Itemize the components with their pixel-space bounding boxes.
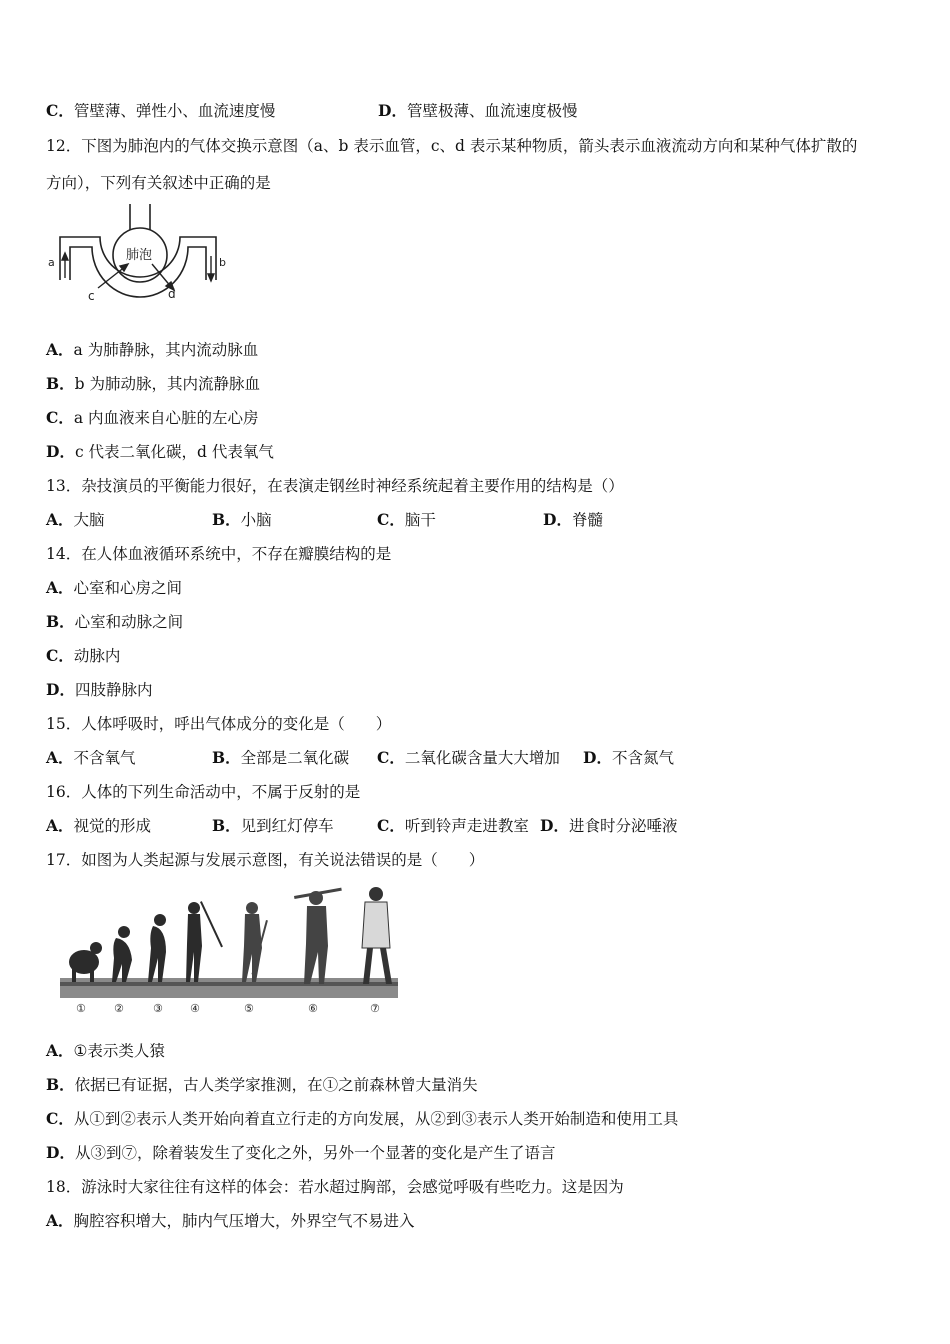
q14-option-b: B．心室和动脉之间 [46, 612, 184, 631]
q14-stem: 14．在人体血液循环系统中，不存在瓣膜结构的是 [46, 545, 392, 563]
evolution-marker-7: ⑦ [370, 1002, 380, 1015]
q14-option-d: D．四肢静脉内 [46, 680, 153, 699]
evolution-marker-6: ⑥ [308, 1002, 318, 1015]
q11-option-d: D．管壁极薄、血流速度极慢 [378, 101, 578, 120]
q15-option-a: A．不含氧气 [46, 748, 136, 767]
q17-option-c: C．从①到②表示人类开始向着直立行走的方向发展，从②到③表示人类开始制造和使用工具 [46, 1109, 679, 1128]
q12-option-a: A．a 为肺静脉，其内流动脉血 [46, 340, 259, 359]
q17-option-b: B．依据已有证据，古人类学家推测，在①之前森林曾大量消失 [46, 1075, 478, 1094]
q17-option-a: A．①表示类人猿 [46, 1041, 165, 1060]
vessel-b-label: b [219, 256, 226, 269]
substance-d-label: d [168, 287, 176, 301]
q16-option-d: D．进食时分泌唾液 [540, 816, 678, 835]
q12-option-b: B．b 为肺动脉，其内流静脉血 [46, 374, 260, 393]
q17-stem: 17．如图为人类起源与发展示意图，有关说法错误的是（ ） [46, 851, 485, 869]
q15-stem: 15．人体呼吸时，呼出气体成分的变化是（ ） [46, 715, 392, 733]
q12-option-d: D．c 代表二氧化碳，d 代表氧气 [46, 442, 274, 461]
evolution-marker-5: ⑤ [244, 1002, 254, 1015]
q17-option-d: D．从③到⑦，除着装发生了变化之外，另外一个显著的变化是产生了语言 [46, 1143, 556, 1162]
q13-option-a: A．大脑 [46, 510, 105, 529]
q16-option-a: A．视觉的形成 [46, 816, 152, 835]
q15-option-d: D．不含氮气 [583, 748, 674, 767]
evolution-marker-3: ③ [153, 1002, 163, 1015]
q12-stem-line2: 方向），下列有关叙述中正确的是 [46, 174, 271, 192]
q14-option-a: A．心室和心房之间 [46, 578, 183, 597]
q12-option-c: C．a 内血液来自心脏的左心房 [46, 408, 259, 427]
alveolus-gas-exchange-figure [46, 200, 226, 310]
q15-option-b: B．全部是二氧化碳 [212, 748, 350, 767]
evolution-marker-4: ④ [190, 1002, 200, 1015]
q13-stem: 13．杂技演员的平衡能力很好，在表演走钢丝时神经系统起着主要作用的结构是（） [46, 477, 624, 495]
q11-option-c: C．管壁薄、弹性小、血流速度慢 [46, 101, 276, 120]
q16-stem: 16．人体的下列生命活动中，不属于反射的是 [46, 783, 361, 801]
vessel-a-label: a [48, 256, 55, 269]
human-evolution-figure [56, 882, 402, 1022]
q16-option-c: C．听到铃声走进教室 [377, 816, 529, 835]
evolution-marker-2: ② [114, 1002, 124, 1015]
alveolus-label: 肺泡 [126, 248, 153, 263]
q15-option-c: C．二氧化碳含量大大增加 [377, 748, 560, 767]
q18-stem: 18．游泳时大家往往有这样的体会：若水超过胸部，会感觉呼吸有些吃力。这是因为 [46, 1178, 624, 1196]
q13-option-c: C．脑干 [377, 510, 436, 529]
q13-option-d: D．脊髓 [543, 510, 603, 529]
q14-option-c: C．动脉内 [46, 646, 121, 665]
q16-option-b: B．见到红灯停车 [212, 816, 334, 835]
q12-stem-line1: 12．下图为肺泡内的气体交换示意图（a、b 表示血管，c、d 表示某种物质，箭头表示血液流动方向和某种气体扩散的 [46, 137, 858, 155]
evolution-marker-1: ① [76, 1002, 86, 1015]
substance-c-label: c [88, 289, 95, 303]
q18-option-a: A．胸腔容积增大，肺内气压增大，外界空气不易进入 [46, 1211, 415, 1230]
q13-option-b: B．小脑 [212, 510, 272, 529]
